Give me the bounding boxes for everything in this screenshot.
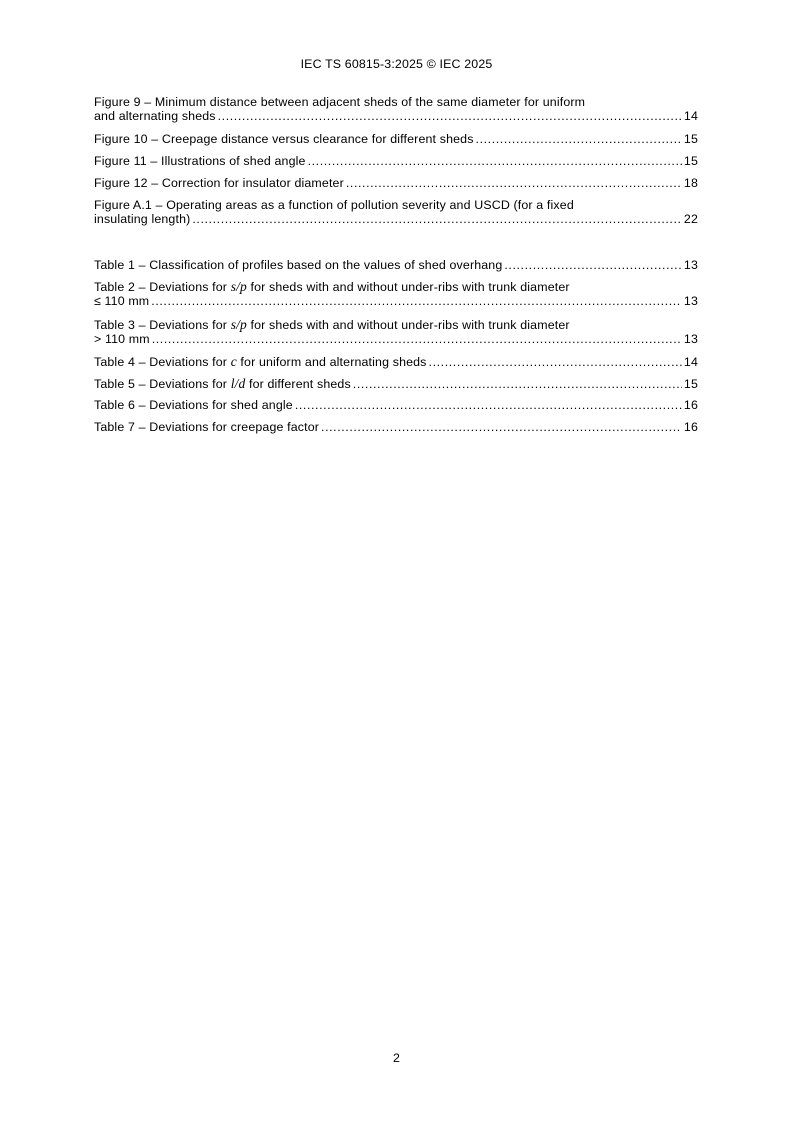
toc-entry-text: Figure 11 – Illustrations of shed angle xyxy=(94,154,306,168)
toc-entry-text: Figure A.1 – Operating areas as a function of pollution severity and USCD (for a fixed xyxy=(94,198,574,212)
toc-page-number: 13 xyxy=(683,293,698,308)
toc-page-number: 22 xyxy=(683,211,698,226)
toc-entry-figure-a1[interactable] xyxy=(94,199,698,226)
toc-entry-text-pre: Table 5 – Deviations for xyxy=(94,377,231,391)
math-symbol: s/p xyxy=(230,279,247,294)
toc-entry-text-pre: Table 3 – Deviations for xyxy=(94,318,231,332)
math-symbol: l/d xyxy=(230,376,246,391)
leader-dots xyxy=(476,133,682,147)
leader-dots xyxy=(346,177,682,191)
leader-dots xyxy=(504,259,682,273)
toc-entry-table-6[interactable] xyxy=(94,399,698,413)
toc-entry-text: Table 7 – Deviations for creepage factor xyxy=(94,420,320,434)
toc-entry-text: and alternating sheds xyxy=(94,108,216,123)
toc-entry-table-1[interactable] xyxy=(94,259,698,273)
toc-entry-table-2[interactable] xyxy=(94,280,698,308)
toc-entry-text: Table 1 – Classification of profiles based on the values of shed overhang xyxy=(94,258,503,272)
toc-page-number: 16 xyxy=(683,420,698,434)
leader-dots xyxy=(151,295,682,309)
toc-entry-table-4[interactable] xyxy=(94,355,698,370)
leader-dots xyxy=(192,213,682,227)
toc-page-number: 15 xyxy=(683,377,698,391)
toc-page-number: 15 xyxy=(683,154,698,168)
leader-dots xyxy=(321,421,682,435)
toc-page-number: 13 xyxy=(683,331,698,346)
leader-dots xyxy=(152,333,682,347)
toc-entry-table-3[interactable] xyxy=(94,318,698,346)
toc-page-number: 13 xyxy=(683,258,698,272)
page-number: 2 xyxy=(392,1051,401,1065)
toc-entry-text-post: for uniform and alternating sheds xyxy=(236,355,427,369)
toc-entry-text-pre: Table 2 – Deviations for xyxy=(94,280,231,294)
leader-dots xyxy=(218,110,682,124)
leader-dots xyxy=(353,378,682,392)
toc-entry-text: Figure 9 – Minimum distance between adjacent sheds of the same diameter for uniform xyxy=(94,95,586,109)
leader-dots xyxy=(295,399,682,413)
toc-entry-text: > 110 mm xyxy=(94,331,150,346)
toc-entry-text xyxy=(94,355,427,370)
toc-page-number: 14 xyxy=(683,108,698,123)
toc-entry-figure-9[interactable] xyxy=(94,96,698,123)
toc-entry-text xyxy=(94,377,351,392)
leader-dots xyxy=(429,356,682,370)
toc-entry-text xyxy=(94,318,698,333)
math-symbol: c xyxy=(230,354,237,369)
toc-page-number: 18 xyxy=(683,176,698,190)
toc-entry-figure-11[interactable] xyxy=(94,155,698,169)
toc-entry-text: Figure 10 – Creepage distance versus clearance for different sheds xyxy=(94,132,474,146)
toc-entry-text: ≤ 110 mm xyxy=(94,293,150,308)
toc-entry-text xyxy=(94,280,698,295)
math-symbol: s/p xyxy=(230,317,247,332)
toc-entry-figure-10[interactable] xyxy=(94,133,698,147)
toc-page-number: 14 xyxy=(683,355,698,369)
toc-entry-figure-12[interactable] xyxy=(94,177,698,191)
toc-entry-text-post: for different sheds xyxy=(245,377,351,391)
toc-entry-text-post: for sheds with and without under-ribs with trunk diameter xyxy=(246,318,570,332)
toc-entry-text-post: for sheds with and without under-ribs with trunk diameter xyxy=(246,280,570,294)
toc-entry-table-7[interactable] xyxy=(94,421,698,435)
toc-entry-text-pre: Table 4 – Deviations for xyxy=(94,355,231,369)
toc-page-number: 15 xyxy=(683,132,698,146)
toc-entry-text: Table 6 – Deviations for shed angle xyxy=(94,398,293,412)
leader-dots xyxy=(308,155,682,169)
toc-entry-text: insulating length) xyxy=(94,211,191,226)
toc-entry-table-5[interactable] xyxy=(94,377,698,392)
page-header: IEC TS 60815-3:2025 © IEC 2025 xyxy=(300,57,493,71)
toc-entry-text: Figure 12 – Correction for insulator diameter xyxy=(94,176,344,190)
toc-page-number: 16 xyxy=(683,398,698,412)
